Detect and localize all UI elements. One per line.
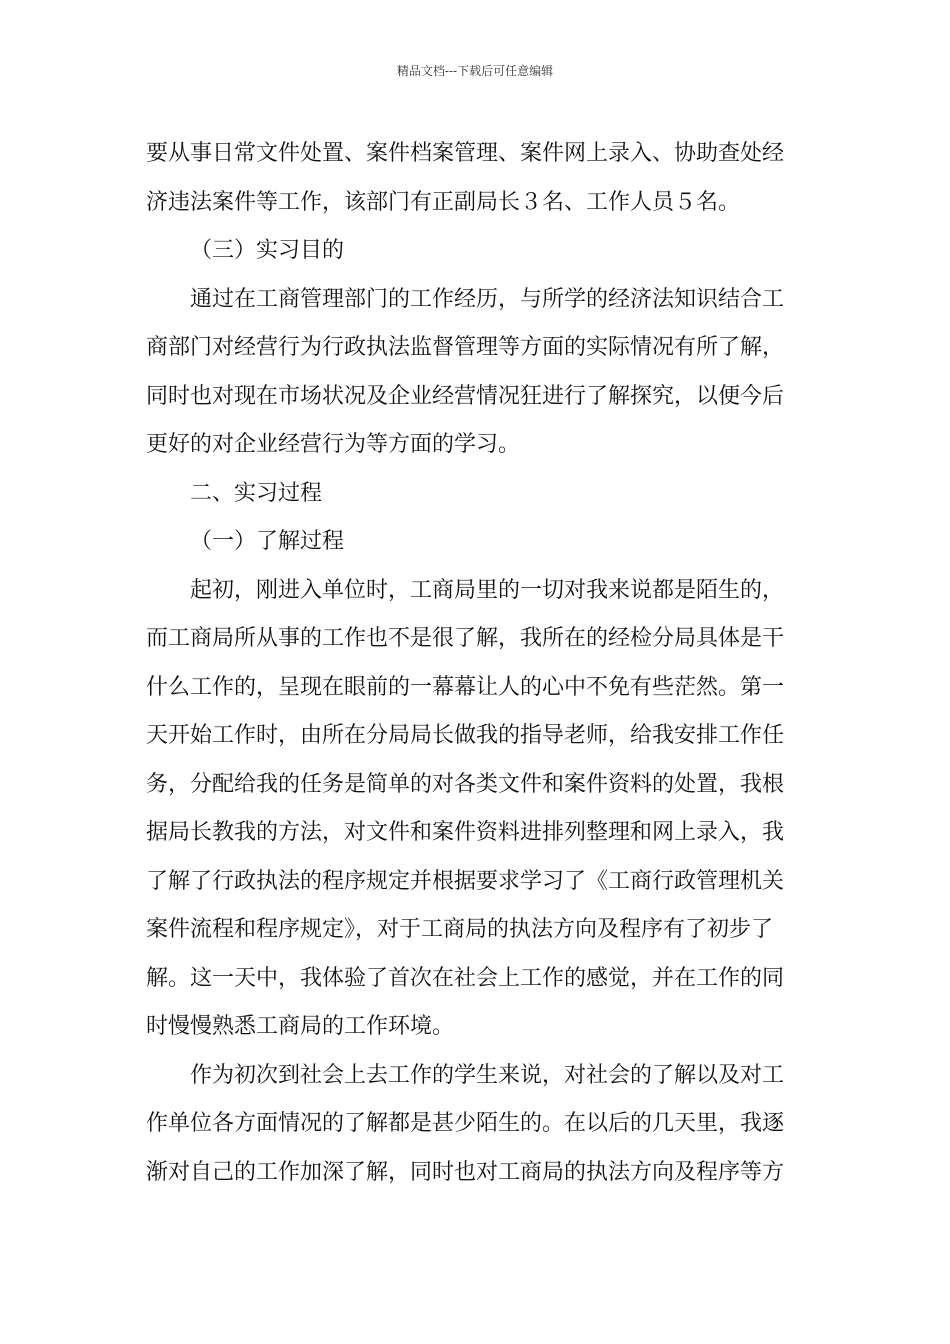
text-line: 要从事日常文件处置、案件档案管理、案件网上录入、协助查处经 bbox=[146, 141, 785, 166]
text-line: （一）了解过程 bbox=[190, 529, 345, 554]
text-line: 据局长教我的方法，对文件和案件资料进排列整理和网上录入，我 bbox=[146, 820, 785, 845]
text-line: 作为初次到社会上去工作的学生来说，对社会的了解以及对工 bbox=[190, 1062, 785, 1088]
section-subheading bbox=[146, 518, 806, 567]
text-line: 了解了行政执法的程序规定并根据要求学习了《工商行政管理机关 bbox=[146, 868, 785, 894]
text-line: 时慢慢熟悉工商局的工作环境。 bbox=[146, 1014, 455, 1039]
text-line: 作单位各方面情况的了解都是甚少陌生的。在以后的几天里，我逐 bbox=[146, 1111, 785, 1136]
text-line: 而工商局所从事的工作也不是很了解，我所在的经检分局具体是干 bbox=[146, 626, 785, 651]
text-line: 济违法案件等工作，该部门有正副局长３名、工作人员５名。 bbox=[146, 189, 741, 215]
text-line: 二、实习过程 bbox=[190, 480, 323, 506]
paragraph bbox=[146, 130, 806, 227]
text-line: 天开始工作时，由所在分局局长做我的指导老师，给我安排工作任 bbox=[146, 723, 785, 748]
text-line: 务，分配给我的任务是简单的对各类文件和案件资料的处置，我根 bbox=[146, 771, 785, 797]
text-line: 同时也对现在市场状况及企业经营情况狂进行了解探究，以便今后 bbox=[146, 383, 785, 409]
section-subheading bbox=[146, 227, 806, 276]
page-header: 精品文档---下载后可任意编辑 bbox=[396, 64, 554, 78]
text-line: 什么工作的，呈现在眼前的一幕幕让人的心中不免有些茫然。第一 bbox=[146, 674, 785, 700]
text-line: 渐对自己的工作加深了解，同时也对工商局的执法方向及程序等方 bbox=[146, 1159, 785, 1185]
section-heading bbox=[146, 470, 806, 519]
text-line: （三）实习目的 bbox=[190, 238, 345, 263]
paragraph bbox=[146, 567, 806, 1052]
text-line: 更好的对企业经营行为等方面的学习。 bbox=[146, 432, 521, 457]
text-line: 解。这一天中，我体验了首次在社会上工作的感觉，并在工作的同 bbox=[146, 965, 785, 991]
text-line: 起初，刚进入单位时，工商局里的一切对我来说都是陌生的， bbox=[190, 577, 785, 603]
paragraph bbox=[146, 1052, 806, 1198]
document-body bbox=[146, 130, 806, 1197]
paragraph bbox=[146, 276, 806, 470]
text-line: 通过在工商管理部门的工作经历，与所学的经济法知识结合工 bbox=[190, 286, 785, 312]
text-line: 商部门对经营行为行政执法监督管理等方面的实际情况有所了解， bbox=[146, 335, 785, 360]
text-line: 案件流程和程序规定》，对于工商局的执法方向及程序有了初步了 bbox=[146, 917, 774, 942]
